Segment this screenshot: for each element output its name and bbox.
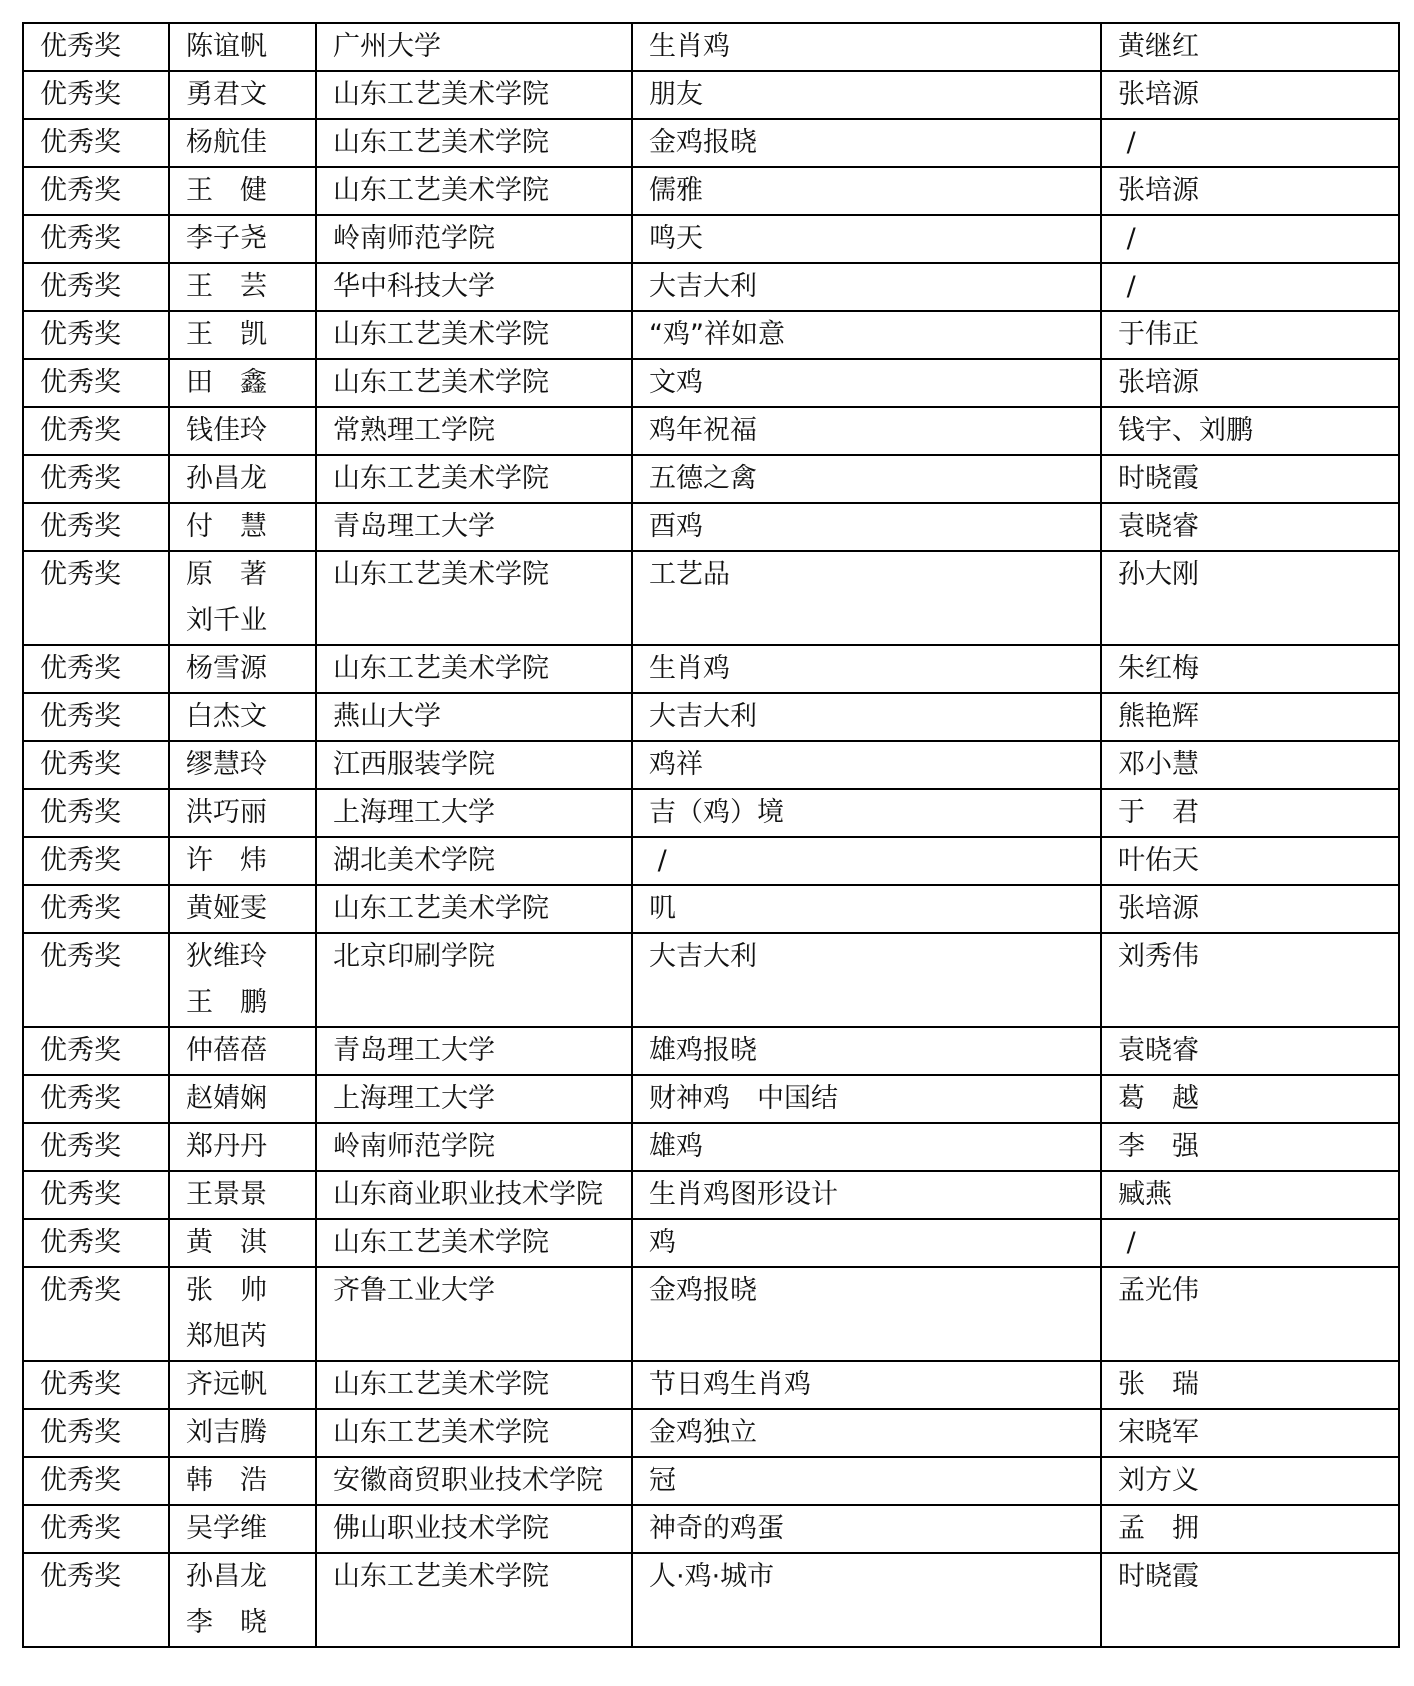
student-name: 狄维玲 (186, 941, 267, 972)
advisor-cell: 钱宇、刘鹏 (1101, 407, 1399, 455)
advisor-cell: / (1101, 263, 1399, 311)
student-name-cell (169, 455, 316, 503)
student-name: 赵婧娴 (186, 1083, 267, 1114)
work-title-cell: 财神鸡 中国结 (632, 1075, 1101, 1123)
advisor-cell: 张培源 (1101, 359, 1399, 407)
work-title-cell: 金鸡独立 (632, 1409, 1101, 1457)
table-row (23, 837, 1399, 885)
award-cell: 优秀奖 (23, 119, 169, 167)
work-title-cell: 鸣天 (632, 215, 1101, 263)
work-title-cell: 雄鸡 (632, 1123, 1101, 1171)
award-cell: 优秀奖 (23, 693, 169, 741)
award-cell: 优秀奖 (23, 741, 169, 789)
student-name: 陈谊帆 (186, 31, 267, 62)
table-row (23, 645, 1399, 693)
work-title-cell: “鸡”祥如意 (632, 311, 1101, 359)
table-row (23, 503, 1399, 551)
table-row (23, 1123, 1399, 1171)
school-cell: 岭南师范学院 (316, 215, 632, 263)
table-row (23, 263, 1399, 311)
student-name-cell (169, 837, 316, 885)
school-cell: 佛山职业技术学院 (316, 1505, 632, 1553)
school-cell: 山东工艺美术学院 (316, 359, 632, 407)
student-name-cell (169, 119, 316, 167)
advisor-cell: 臧燕 (1101, 1171, 1399, 1219)
student-name-cell (169, 741, 316, 789)
award-cell: 优秀奖 (23, 167, 169, 215)
student-name-cell (169, 1075, 316, 1123)
student-name: 韩 浩 (186, 1465, 267, 1496)
table-row (23, 1505, 1399, 1553)
student-name: 黄 淇 (186, 1227, 267, 1258)
advisor-cell: 张培源 (1101, 71, 1399, 119)
school-cell: 山东工艺美术学院 (316, 1553, 632, 1647)
work-title-cell: 生肖鸡图形设计 (632, 1171, 1101, 1219)
student-name: 付 慧 (186, 511, 267, 542)
student-name: 洪巧丽 (186, 797, 267, 828)
work-title-cell: 金鸡报晓 (632, 119, 1101, 167)
work-title-cell: 鸡年祝福 (632, 407, 1101, 455)
work-title-cell: 鸡祥 (632, 741, 1101, 789)
table-row (23, 1457, 1399, 1505)
table-row (23, 933, 1399, 1027)
school-cell: 山东工艺美术学院 (316, 1409, 632, 1457)
student-name: 田 鑫 (186, 367, 267, 398)
student-name: 原 著 (186, 559, 267, 590)
work-title-cell: 文鸡 (632, 359, 1101, 407)
award-cell: 优秀奖 (23, 455, 169, 503)
school-cell: 广州大学 (316, 23, 632, 71)
table-row (23, 119, 1399, 167)
table-row (23, 885, 1399, 933)
table-row (23, 167, 1399, 215)
table-row (23, 311, 1399, 359)
advisor-cell: 孙大刚 (1101, 551, 1399, 645)
student-name-cell (169, 1171, 316, 1219)
student-name: 郑丹丹 (186, 1131, 267, 1162)
work-title-cell: 生肖鸡 (632, 645, 1101, 693)
student-name: 吴学维 (186, 1513, 267, 1544)
student-name: 黄娅雯 (186, 893, 267, 924)
student-name-cell (169, 551, 316, 645)
table-row (23, 1553, 1399, 1647)
work-title-cell: 儒雅 (632, 167, 1101, 215)
student-name: 王 凯 (186, 319, 267, 350)
student-name: 缪慧玲 (186, 749, 267, 780)
table-row (23, 1267, 1399, 1361)
advisor-cell: 袁晓睿 (1101, 503, 1399, 551)
work-title-cell: 大吉大利 (632, 693, 1101, 741)
school-cell: 青岛理工大学 (316, 1027, 632, 1075)
student-name: 刘吉腾 (186, 1417, 267, 1448)
advisor-cell: 张培源 (1101, 167, 1399, 215)
advisor-cell: 时晓霞 (1101, 455, 1399, 503)
student-name: 孙昌龙 (186, 1561, 267, 1592)
work-title-cell: 节日鸡生肖鸡 (632, 1361, 1101, 1409)
work-title-cell: 叽 (632, 885, 1101, 933)
advisor-cell: 于伟正 (1101, 311, 1399, 359)
student-name-cell (169, 71, 316, 119)
school-cell: 齐鲁工业大学 (316, 1267, 632, 1361)
table-row (23, 1027, 1399, 1075)
award-cell: 优秀奖 (23, 311, 169, 359)
award-cell: 优秀奖 (23, 1219, 169, 1267)
student-name-cell (169, 1219, 316, 1267)
table-row (23, 1171, 1399, 1219)
table-row (23, 1075, 1399, 1123)
advisor-cell: 黄继红 (1101, 23, 1399, 71)
student-name: 王景景 (186, 1179, 267, 1210)
student-name-cell (169, 1505, 316, 1553)
student-name: 钱佳玲 (186, 415, 267, 446)
advisor-cell: 邓小慧 (1101, 741, 1399, 789)
table-row (23, 1409, 1399, 1457)
student-name-cell (169, 359, 316, 407)
student-name: 王 芸 (186, 271, 267, 302)
advisor-cell: 刘方义 (1101, 1457, 1399, 1505)
award-cell: 优秀奖 (23, 551, 169, 645)
student-name: 勇君文 (186, 79, 267, 110)
work-title-cell: 人·鸡·城市 (632, 1553, 1101, 1647)
work-title-cell: 工艺品 (632, 551, 1101, 645)
advisor-cell: 刘秀伟 (1101, 933, 1399, 1027)
work-title-cell: / (632, 837, 1101, 885)
advisor-cell: / (1101, 1219, 1399, 1267)
school-cell: 山东工艺美术学院 (316, 455, 632, 503)
table-row (23, 741, 1399, 789)
student-name-cell (169, 645, 316, 693)
school-cell: 常熟理工学院 (316, 407, 632, 455)
award-cell: 优秀奖 (23, 263, 169, 311)
award-cell: 优秀奖 (23, 1267, 169, 1361)
student-name-cell (169, 1361, 316, 1409)
award-cell: 优秀奖 (23, 789, 169, 837)
table-row (23, 407, 1399, 455)
award-cell: 优秀奖 (23, 645, 169, 693)
student-name: 刘千业 (186, 605, 267, 636)
advisor-cell: / (1101, 119, 1399, 167)
school-cell: 山东工艺美术学院 (316, 1361, 632, 1409)
student-name: 孙昌龙 (186, 463, 267, 494)
student-name-cell (169, 885, 316, 933)
award-cell: 优秀奖 (23, 885, 169, 933)
student-name-cell (169, 693, 316, 741)
student-name-cell (169, 1027, 316, 1075)
student-name: 张 帅 (186, 1275, 267, 1306)
student-name-cell (169, 407, 316, 455)
student-name: 杨航佳 (186, 127, 267, 158)
table-row (23, 455, 1399, 503)
advisor-cell: 宋晓军 (1101, 1409, 1399, 1457)
award-cell: 优秀奖 (23, 71, 169, 119)
work-title-cell: 吉（鸡）境 (632, 789, 1101, 837)
school-cell: 北京印刷学院 (316, 933, 632, 1027)
award-cell: 优秀奖 (23, 1171, 169, 1219)
award-cell: 优秀奖 (23, 359, 169, 407)
award-cell: 优秀奖 (23, 1505, 169, 1553)
student-name-cell (169, 1457, 316, 1505)
table-row (23, 789, 1399, 837)
school-cell: 岭南师范学院 (316, 1123, 632, 1171)
awards-table-body (23, 23, 1399, 1647)
advisor-cell: / (1101, 215, 1399, 263)
student-name-cell (169, 1409, 316, 1457)
table-row (23, 693, 1399, 741)
school-cell: 华中科技大学 (316, 263, 632, 311)
table-row (23, 1219, 1399, 1267)
work-title-cell: 神奇的鸡蛋 (632, 1505, 1101, 1553)
school-cell: 青岛理工大学 (316, 503, 632, 551)
school-cell: 山东工艺美术学院 (316, 167, 632, 215)
table-row (23, 1361, 1399, 1409)
work-title-cell: 五德之禽 (632, 455, 1101, 503)
advisor-cell: 朱红梅 (1101, 645, 1399, 693)
student-name: 李子尧 (186, 223, 267, 254)
award-cell: 优秀奖 (23, 503, 169, 551)
student-name-cell (169, 167, 316, 215)
student-name: 白杰文 (186, 701, 267, 732)
advisor-cell: 孟光伟 (1101, 1267, 1399, 1361)
student-name-cell (169, 1553, 316, 1647)
table-row (23, 215, 1399, 263)
advisor-cell: 时晓霞 (1101, 1553, 1399, 1647)
school-cell: 燕山大学 (316, 693, 632, 741)
student-name-cell (169, 23, 316, 71)
advisor-cell: 李 强 (1101, 1123, 1399, 1171)
award-cell: 优秀奖 (23, 407, 169, 455)
school-cell: 山东工艺美术学院 (316, 551, 632, 645)
award-cell: 优秀奖 (23, 1123, 169, 1171)
work-title-cell: 金鸡报晓 (632, 1267, 1101, 1361)
school-cell: 安徽商贸职业技术学院 (316, 1457, 632, 1505)
advisor-cell: 叶佑天 (1101, 837, 1399, 885)
school-cell: 湖北美术学院 (316, 837, 632, 885)
student-name-cell (169, 215, 316, 263)
student-name-cell (169, 789, 316, 837)
advisor-cell: 孟 拥 (1101, 1505, 1399, 1553)
work-title-cell: 雄鸡报晓 (632, 1027, 1101, 1075)
school-cell: 山东工艺美术学院 (316, 119, 632, 167)
award-cell: 优秀奖 (23, 1027, 169, 1075)
award-cell: 优秀奖 (23, 1409, 169, 1457)
work-title-cell: 鸡 (632, 1219, 1101, 1267)
work-title-cell: 酉鸡 (632, 503, 1101, 551)
award-cell: 优秀奖 (23, 1457, 169, 1505)
award-cell: 优秀奖 (23, 1553, 169, 1647)
school-cell: 山东工艺美术学院 (316, 645, 632, 693)
award-cell: 优秀奖 (23, 933, 169, 1027)
work-title-cell: 冠 (632, 1457, 1101, 1505)
work-title-cell: 朋友 (632, 71, 1101, 119)
award-cell: 优秀奖 (23, 837, 169, 885)
student-name-cell (169, 263, 316, 311)
student-name-cell (169, 503, 316, 551)
student-name: 齐远帆 (186, 1369, 267, 1400)
table-row (23, 359, 1399, 407)
school-cell: 山东商业职业技术学院 (316, 1171, 632, 1219)
advisor-cell: 熊艳辉 (1101, 693, 1399, 741)
school-cell: 上海理工大学 (316, 1075, 632, 1123)
table-row (23, 551, 1399, 645)
award-cell: 优秀奖 (23, 215, 169, 263)
student-name: 许 炜 (186, 845, 267, 876)
table-row (23, 23, 1399, 71)
award-cell: 优秀奖 (23, 1361, 169, 1409)
student-name-cell (169, 1123, 316, 1171)
student-name-cell (169, 1267, 316, 1361)
advisor-cell: 张培源 (1101, 885, 1399, 933)
student-name: 郑旭芮 (186, 1321, 267, 1352)
school-cell: 山东工艺美术学院 (316, 71, 632, 119)
award-cell: 优秀奖 (23, 1075, 169, 1123)
table-row (23, 71, 1399, 119)
student-name: 李 晓 (186, 1607, 267, 1638)
advisor-cell: 袁晓睿 (1101, 1027, 1399, 1075)
school-cell: 山东工艺美术学院 (316, 311, 632, 359)
advisor-cell: 葛 越 (1101, 1075, 1399, 1123)
award-cell: 优秀奖 (23, 23, 169, 71)
student-name: 杨雪源 (186, 653, 267, 684)
awards-table (22, 22, 1400, 1648)
school-cell: 山东工艺美术学院 (316, 1219, 632, 1267)
advisor-cell: 张 瑞 (1101, 1361, 1399, 1409)
student-name: 王 鹏 (186, 987, 267, 1018)
student-name-cell (169, 311, 316, 359)
advisor-cell: 于 君 (1101, 789, 1399, 837)
student-name: 王 健 (186, 175, 267, 206)
work-title-cell: 生肖鸡 (632, 23, 1101, 71)
student-name-cell (169, 933, 316, 1027)
school-cell: 山东工艺美术学院 (316, 885, 632, 933)
work-title-cell: 大吉大利 (632, 263, 1101, 311)
school-cell: 上海理工大学 (316, 789, 632, 837)
work-title-cell: 大吉大利 (632, 933, 1101, 1027)
student-name: 仲蓓蓓 (186, 1035, 267, 1066)
school-cell: 江西服装学院 (316, 741, 632, 789)
